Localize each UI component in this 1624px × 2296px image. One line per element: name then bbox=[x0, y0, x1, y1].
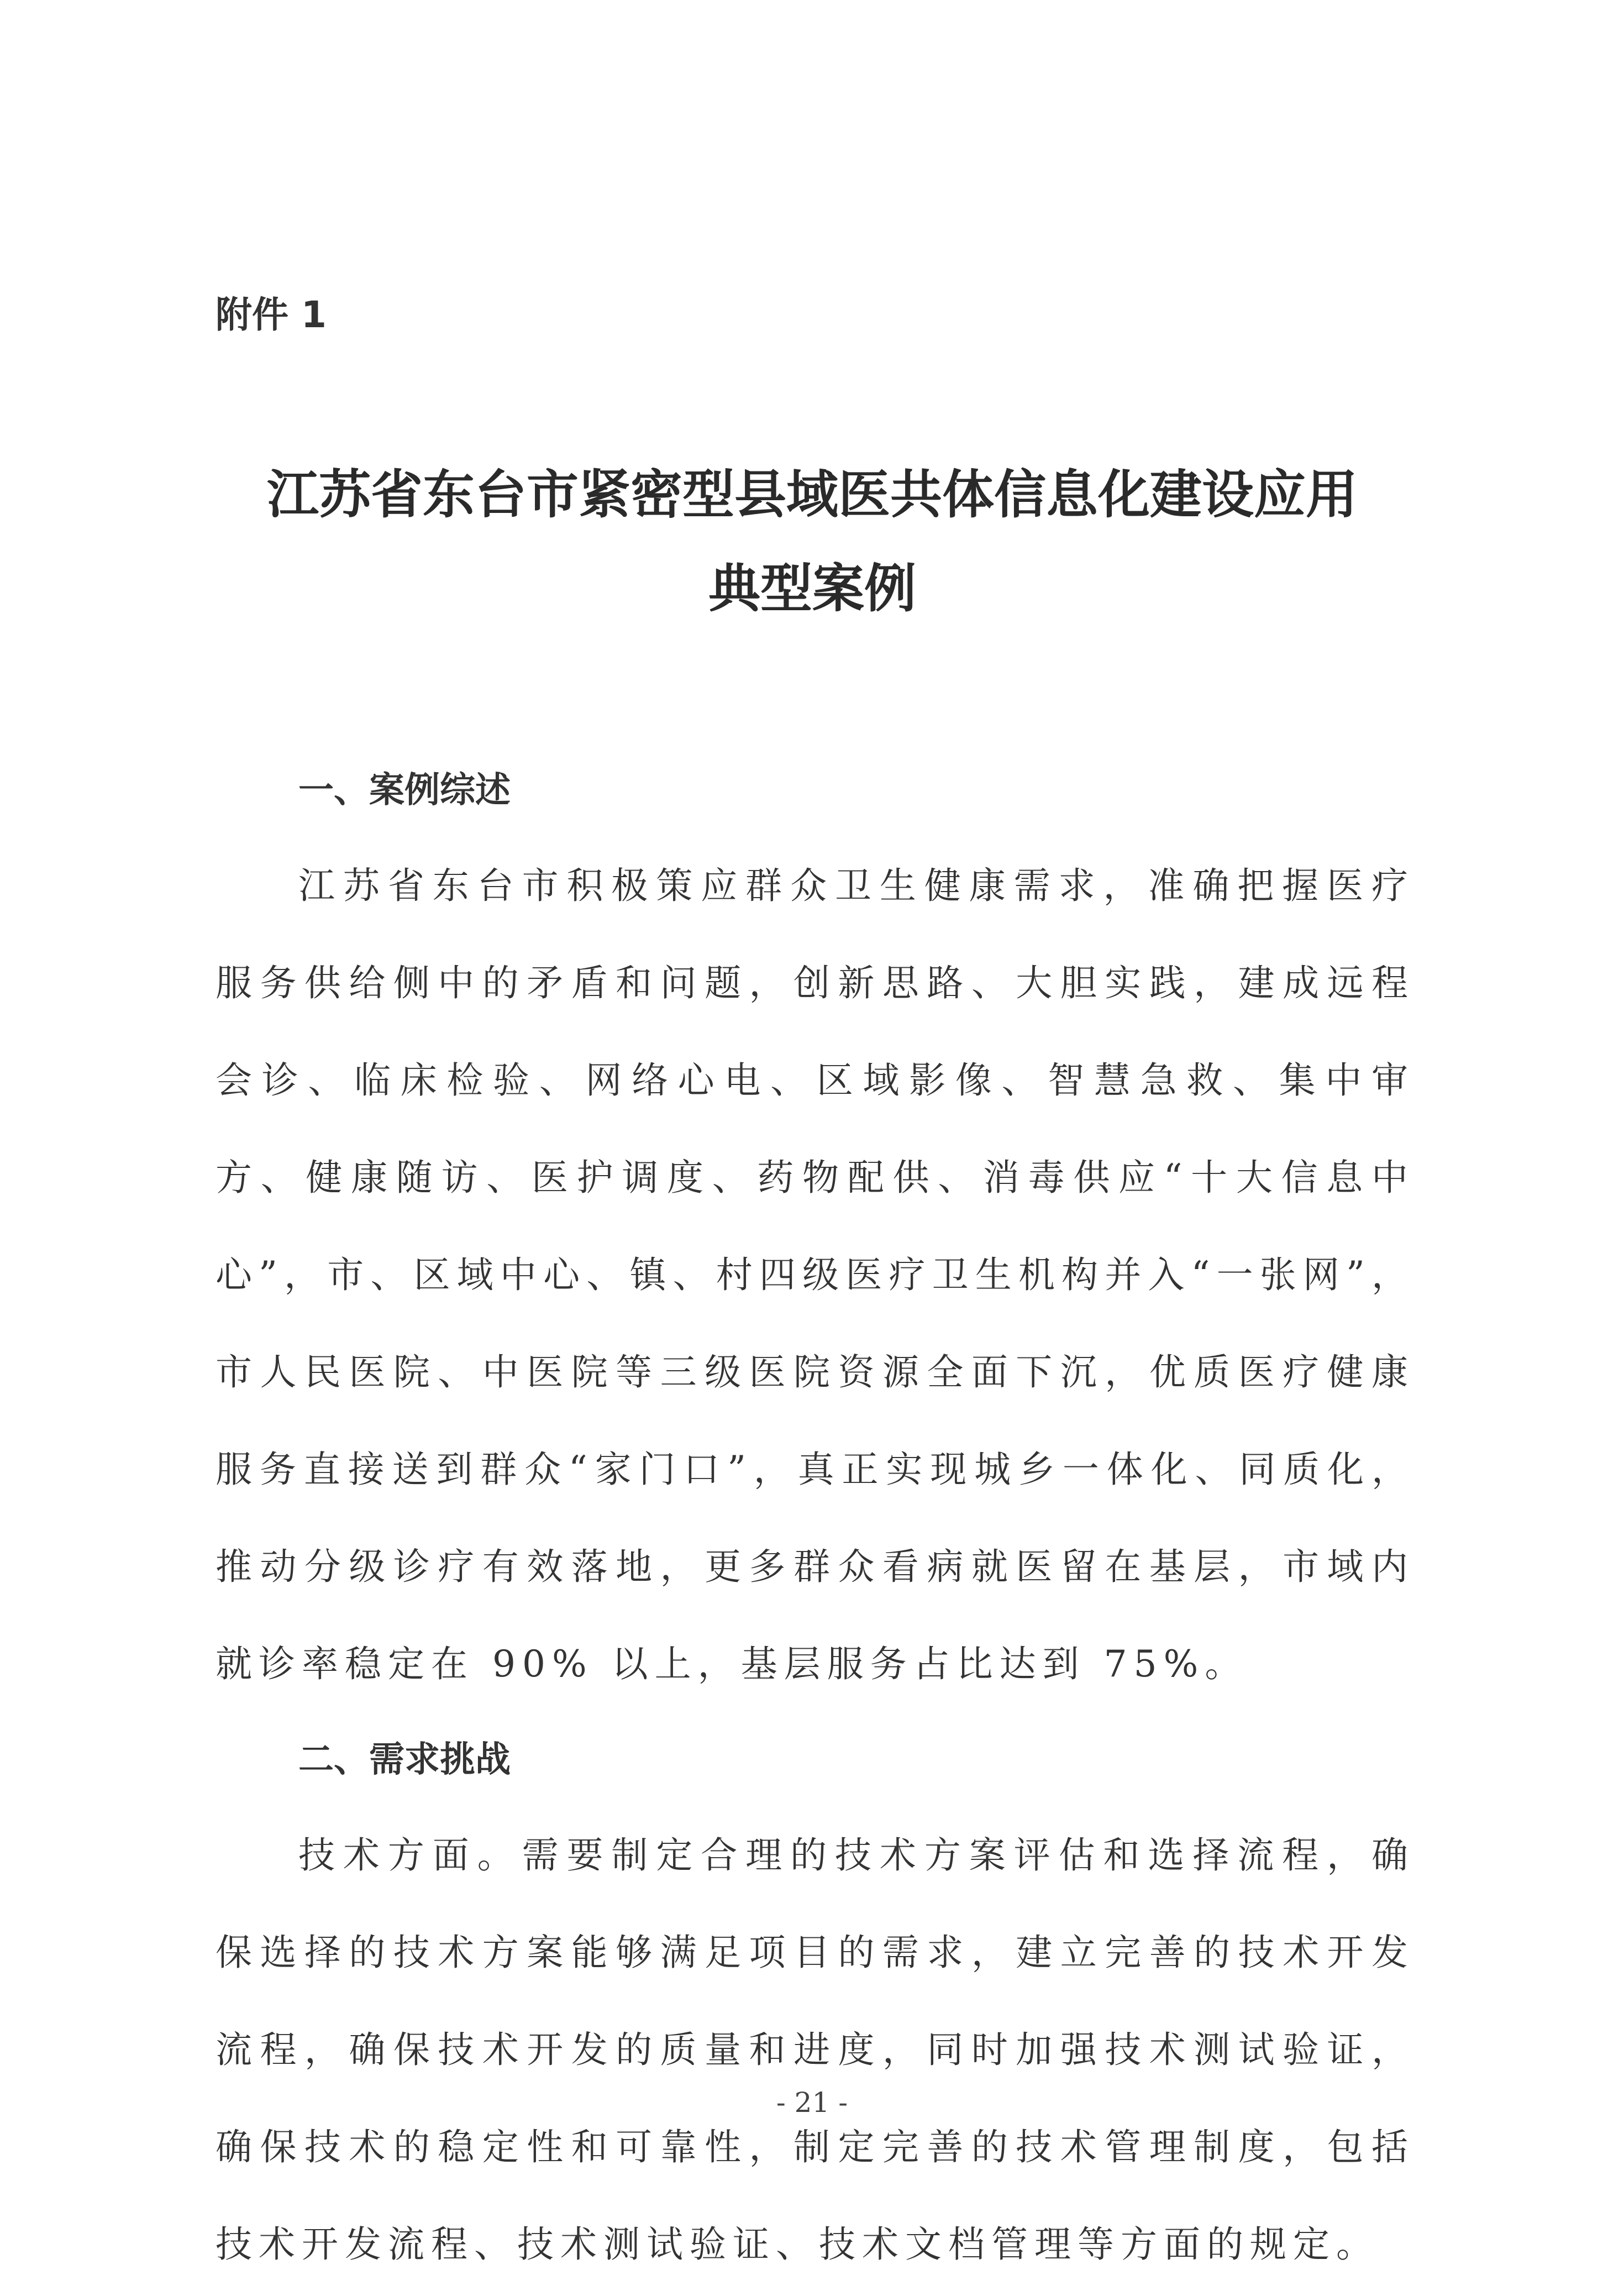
section-paragraph-overview: 江苏省东台市积极策应群众卫生健康需求，准确把握医疗服务供给侧中的矛盾和问题，创新思路、大胆实践，建成远程会诊、临床检验、网络心电、区域影像、智慧急救、集中审方、健康随访、医护调度、药物配供、消毒供应“十大信息中心”，市、区域中心、镇、村四级医疗卫生机构并入“一张网”，市人民医院、中医院等三级医院资源全面下沉，优质医疗健康服务直接送到群众“家门口”，真正实现城乡一体化、同质化，推动分级诊疗有效落地，更多群众看病就医留在基层，市域内就诊率稳定在 90% 以上，基层服务占比达到 75%。 bbox=[216, 864, 1415, 1685]
page-number: - 21 - bbox=[776, 2087, 848, 2119]
section-paragraph-challenges: 技术方面。需要制定合理的技术方案评估和选择流程，确保选择的技术方案能够满足项目的需求，建立完善的技术开发流程，确保技术开发的质量和进度，同时加强技术测试验证，确保技术的稳定性和可靠性，制定完善的技术管理制度，包括技术开发流程、技术测试验证、技术文档管理等方面的规定。 bbox=[216, 1834, 1415, 2266]
document-title-line-1: 江苏省东台市紧密型县域医共体信息化建设应用 bbox=[266, 464, 1358, 525]
attachment-label: 附件 1 bbox=[216, 293, 327, 336]
document-title bbox=[166, 448, 1459, 636]
document-body bbox=[216, 743, 1415, 2293]
section-heading-overview: 一、案例综述 bbox=[298, 770, 511, 811]
document-title-line-2: 典型案例 bbox=[708, 558, 916, 619]
section-heading-challenges: 二、需求挑战 bbox=[298, 1739, 511, 1780]
